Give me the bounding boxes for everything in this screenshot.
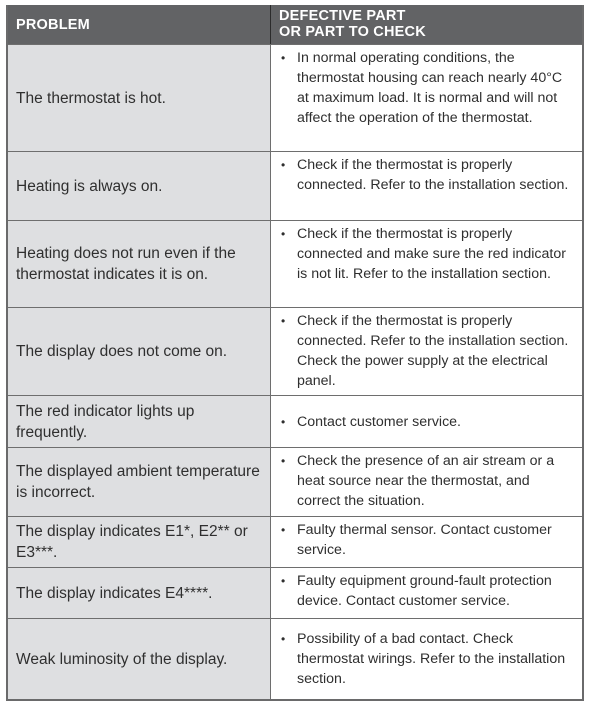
bullet-icon: • <box>281 227 286 241</box>
problem-cell: The display does not come on. <box>8 308 271 395</box>
bullet-icon: • <box>281 574 286 588</box>
problem-cell: Weak luminosity of the display. <box>8 619 271 699</box>
check-text: Check the presence of an air stream or a heat source near the thermostat, and correct the situation. <box>297 453 555 509</box>
problem-cell: The display indicates E1*, E2** or E3***. <box>8 517 271 567</box>
check-cell <box>271 517 582 567</box>
check-cell <box>271 221 582 307</box>
header-defective-part <box>271 5 582 44</box>
table-row <box>8 395 582 447</box>
table-row <box>8 220 582 307</box>
bullet-icon: • <box>281 523 286 537</box>
check-cell <box>271 152 582 220</box>
table-row <box>8 151 582 220</box>
problem-cell: The display indicates E4****. <box>8 568 271 618</box>
check-cell <box>271 308 582 395</box>
table-row <box>8 516 582 567</box>
bullet-icon: • <box>281 414 286 429</box>
check-text: Check if the thermostat is properly connected. Refer to the installation section. Check the power supply at the electrical panel. <box>297 313 569 389</box>
table-row <box>8 567 582 618</box>
check-text: Faulty thermal sensor. Contact customer service. <box>297 522 552 558</box>
check-cell <box>271 568 582 618</box>
problem-cell: The red indicator lights up frequently. <box>8 396 271 447</box>
header-defective-part-line2: OR PART TO CHECK <box>279 24 426 40</box>
bullet-icon: • <box>281 51 286 65</box>
check-text: Contact customer service. <box>297 413 462 430</box>
check-cell <box>271 448 582 516</box>
troubleshooting-table <box>6 5 584 701</box>
table-row <box>8 618 582 699</box>
table-row <box>8 44 582 151</box>
check-text: Check if the thermostat is properly connected. Refer to the installation section. <box>297 157 569 193</box>
bullet-icon: • <box>281 158 286 172</box>
check-cell <box>271 396 582 447</box>
check-text: Check if the thermostat is properly connected and make sure the red indicator is not lit. Refer to the installation section. <box>297 226 566 282</box>
table-header <box>8 5 582 44</box>
header-defective-part-line1: DEFECTIVE PART <box>279 8 406 24</box>
problem-cell: The thermostat is hot. <box>8 45 271 151</box>
bullet-icon: • <box>281 314 286 328</box>
problem-cell: Heating is always on. <box>8 152 271 220</box>
header-problem: PROBLEM <box>8 5 271 44</box>
problem-cell: Heating does not run even if the thermostat indicates it is on. <box>8 221 271 307</box>
check-text: Possibility of a bad contact. Check thermostat wirings. Refer to the installation section. <box>297 631 566 687</box>
check-cell <box>271 45 582 151</box>
problem-cell: The displayed ambient temperature is incorrect. <box>8 448 271 516</box>
check-text: Faulty equipment ground-fault protection device. Contact customer service. <box>297 573 552 609</box>
bullet-icon: • <box>281 632 286 646</box>
check-cell <box>271 619 582 699</box>
table-row <box>8 307 582 395</box>
bullet-icon: • <box>281 454 286 468</box>
table-row <box>8 447 582 516</box>
check-text: In normal operating conditions, the thermostat housing can reach nearly 40°C at maximum load. It is normal and will not affect the operation of the thermostat. <box>297 50 563 126</box>
